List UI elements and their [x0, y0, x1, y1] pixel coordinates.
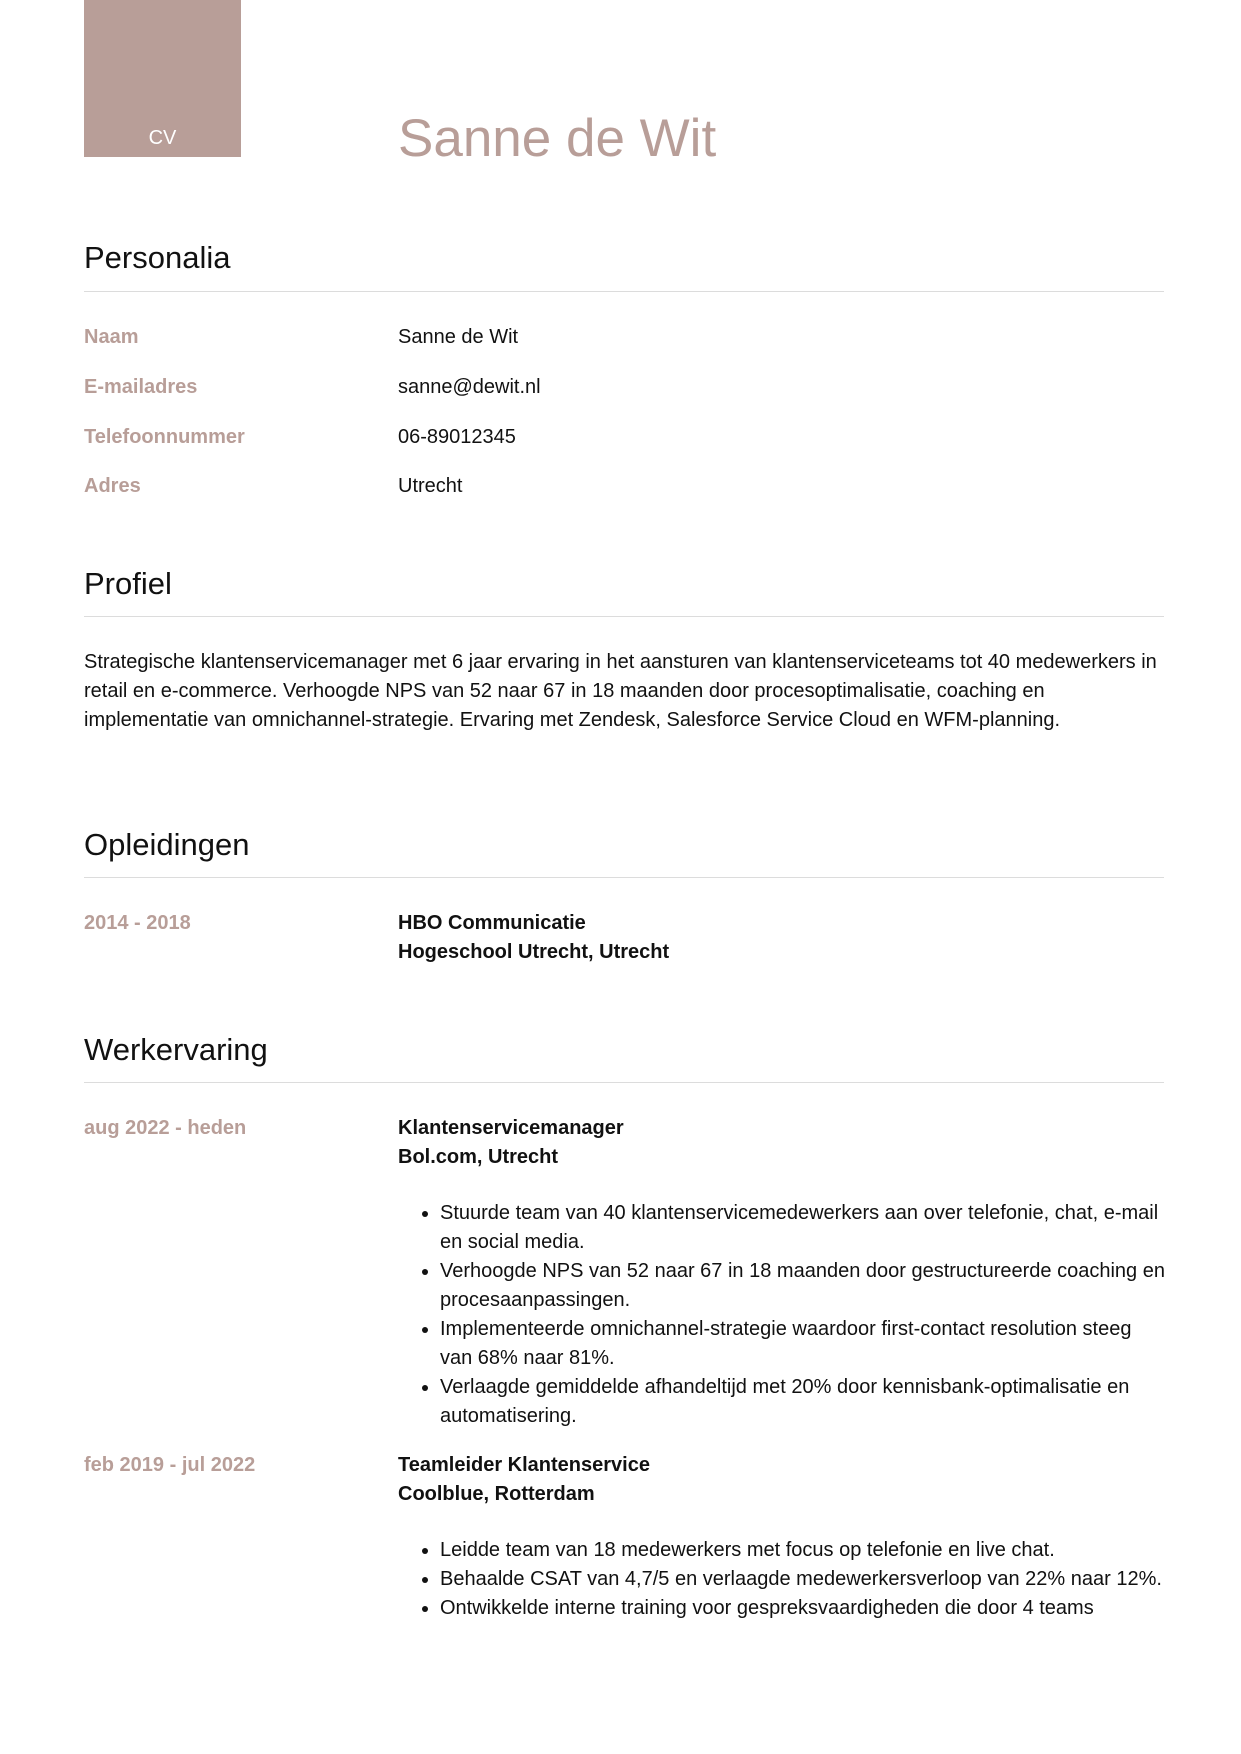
cv-badge — [84, 0, 241, 157]
section-title-profiel: Profiel — [84, 566, 172, 601]
list-item: • Stuurde team van 40 klantenservicemedewerkers aan over telefonie, chat, e-mail en social media. — [440, 1199, 1168, 1257]
divider — [84, 291, 1164, 292]
education-degree: HBO Communicatie — [398, 912, 586, 934]
job-company: Bol.com, Utrecht — [398, 1146, 559, 1168]
section-title-personalia: Personalia — [84, 240, 231, 275]
value-naam: Sanne de Wit — [398, 326, 519, 348]
job-role: Teamleider Klantenservice — [398, 1454, 650, 1476]
job-period: aug 2022 - heden — [84, 1117, 247, 1139]
list-item: • Implementeerde omnichannel-strategie waardoor first-contact resolution steeg van 68% naar 81%. — [440, 1315, 1168, 1373]
section-title-werkervaring: Werkervaring — [84, 1032, 268, 1067]
list-item: • Verlaagde gemiddelde afhandeltijd met 20% door kennisbank-optimalisatie en automatisering. — [440, 1373, 1168, 1431]
value-adres: Utrecht — [398, 475, 463, 497]
cv-badge-label: CV — [148, 127, 177, 149]
label-naam: Naam — [84, 326, 139, 348]
section-title-opleidingen: Opleidingen — [84, 827, 250, 862]
divider — [84, 616, 1164, 617]
job-bullets — [398, 1536, 1168, 1623]
list-item: • Behaalde CSAT van 4,7/5 en verlaagde medewerkersverloop van 22% naar 12%. — [440, 1565, 1168, 1594]
job-company: Coolblue, Rotterdam — [398, 1483, 595, 1505]
label-email: E-mailadres — [84, 376, 198, 398]
divider — [84, 877, 1164, 878]
education-school: Hogeschool Utrecht, Utrecht — [398, 941, 670, 963]
job-role: Klantenservicemanager — [398, 1117, 624, 1139]
list-item: • Leidde team van 18 medewerkers met focus op telefonie en live chat. — [440, 1536, 1168, 1565]
list-item: • Ontwikkelde interne training voor gespreksvaardigheden die door 4 teams — [440, 1594, 1168, 1623]
profile-text: Strategische klantenservicemanager met 6 jaar ervaring in het aansturen van klantenserviceteams tot 40 medewerkers in retail en e-commerce. Verhoogde NPS van 52 naar 67 in 18 maanden door procesoptimalisatie, coaching en implementatie van omnichannel-strategie. Ervaring met Zendesk, Salesforce Service Cloud en WFM-planning. — [84, 651, 1157, 731]
value-email: sanne@dewit.nl — [398, 376, 541, 398]
divider — [84, 1082, 1164, 1083]
label-telefoon: Telefoonnummer — [84, 426, 245, 448]
job-period: feb 2019 - jul 2022 — [84, 1454, 256, 1476]
label-adres: Adres — [84, 475, 141, 497]
list-item: • Verhoogde NPS van 52 naar 67 in 18 maanden door gestructureerde coaching en procesaanpassingen. — [440, 1257, 1168, 1315]
job-bullets — [398, 1199, 1168, 1431]
value-telefoon: 06-89012345 — [398, 426, 516, 448]
candidate-name: Sanne de Wit — [398, 109, 717, 168]
education-period: 2014 - 2018 — [84, 912, 191, 934]
